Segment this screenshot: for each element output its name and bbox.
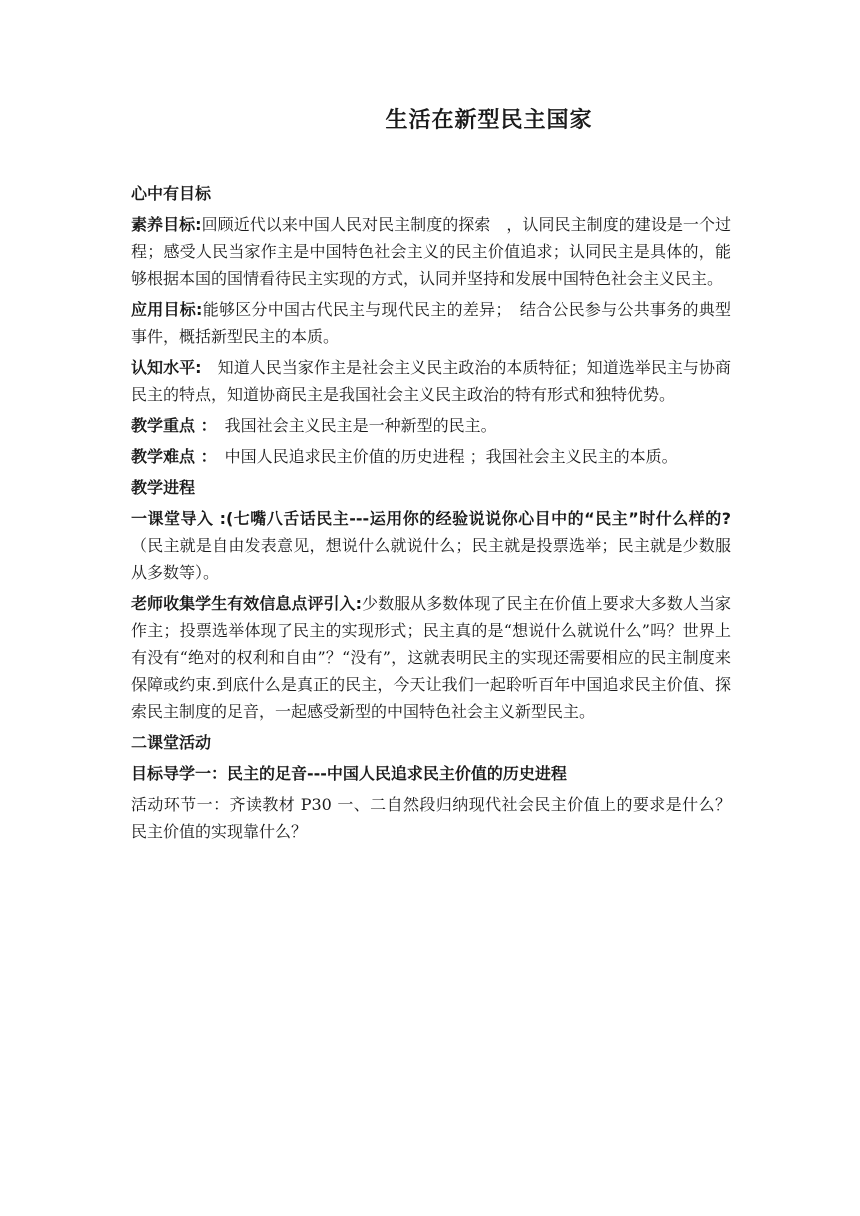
teaching-key-text: 我国社会主义民主是一种新型的民主。 bbox=[208, 416, 497, 435]
document-body bbox=[131, 180, 731, 849]
application-goal-label: 应用目标: bbox=[131, 300, 203, 319]
goal-guide-one-heading: 目标导学一：民主的足音---中国人民追求民主价值的历史进程 bbox=[131, 764, 567, 783]
teaching-process-heading: 教学进程 bbox=[131, 478, 196, 497]
teacher-comment-label: 老师收集学生有效信息点评引入: bbox=[131, 594, 362, 613]
teaching-difficulty-text: 中国人民追求民主价值的历史进程 ；我国社会主义民主的本质。 bbox=[208, 447, 678, 466]
teaching-key-paragraph bbox=[131, 412, 731, 439]
teaching-key-label: 教学重点 ： bbox=[131, 416, 209, 435]
application-goal-text: 能够区分中国古代民主与现代民主的差异； 结合公民参与公共事务的典型事件，概括新型民主的本质。 bbox=[131, 300, 731, 346]
application-goal-paragraph bbox=[131, 296, 731, 350]
teacher-comment-paragraph bbox=[131, 590, 731, 725]
teacher-comment-text: 少数服从多数体现了民主在价值上要求大多数人当家作主；投票选举体现了民主的实现形式；民主真的是“想说什么就说什么”吗？世界上有没有“绝对的权利和自由”？“没有”，这就表明民主的实现还需要相应的民主制度来保障或约束.到底什么是真正的民主，今天让我们一起聆听百年中国追求民主价值、探索民主制度的足音，一起感受新型的中国特色社会主义新型民主。 bbox=[131, 594, 731, 721]
class-intro-text: （民主就是自由发表意见，想说什么就说什么；民主就是投票选举；民主就是少数服从多数等）。 bbox=[131, 536, 731, 582]
cognition-level-text: 知道人民当家作主是社会主义民主政治的本质特征；知道选举民主与协商民主的特点，知道协商民主是我国社会主义民主政治的特有形式和独特优势。 bbox=[131, 358, 731, 404]
teaching-difficulty-paragraph bbox=[131, 443, 731, 470]
document-title: 生活在新型民主国家 bbox=[385, 107, 593, 133]
section-goals-heading: 心中有目标 bbox=[131, 184, 212, 203]
literacy-goal-paragraph bbox=[131, 211, 731, 292]
activity-step-one-paragraph: 活动环节一：齐读教材 P30 一、二自然段归纳现代社会民主价值上的要求是什么？民主价值的实现靠什么？ bbox=[131, 795, 731, 841]
teaching-difficulty-label: 教学难点 ： bbox=[131, 447, 209, 466]
literacy-goal-label: 素养目标: bbox=[131, 215, 202, 234]
cognition-level-label: 认知水平: bbox=[131, 358, 202, 377]
class-activity-heading: 二课堂活动 bbox=[131, 733, 212, 752]
cognition-level-paragraph bbox=[131, 354, 731, 408]
class-intro-label: 一课堂导入 :(七嘴八舌话民主---运用你的经验说说你心目中的“民主”时什么样的? bbox=[131, 509, 731, 528]
literacy-goal-text: 回顾近代以来中国人民对民主制度的探索 ，认同民主制度的建设是一个过程；感受人民当家作主是中国特色社会主义的民主价值追求；认同民主是具体的，能够根据本国的国情看待民主实现的方式，认同并坚持和发展中国特色社会主义民主。 bbox=[131, 215, 731, 288]
class-intro-paragraph bbox=[131, 505, 731, 586]
